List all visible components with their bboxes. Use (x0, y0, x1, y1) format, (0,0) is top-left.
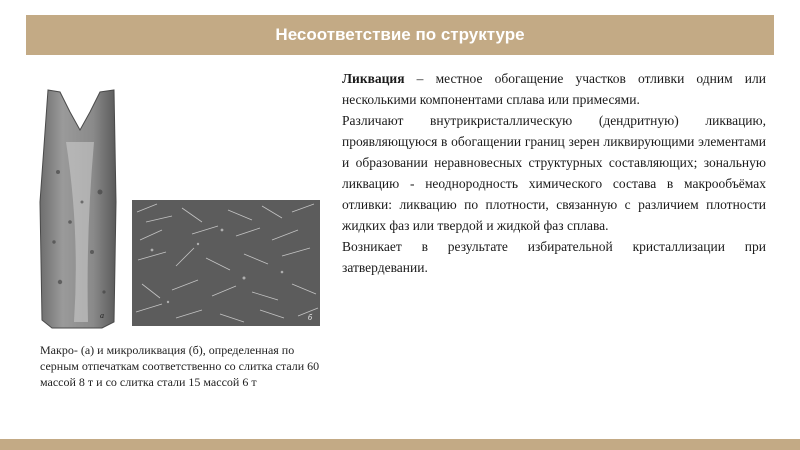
title-bar (26, 15, 774, 55)
micro-figure-label: б (308, 313, 313, 322)
figure-caption: Макро- (а) и микроликвация (б), определенная по серным отпечаткам соответственно со слитка стали 60 массой 8 т и со слитка стали 15 массой 6 т (40, 343, 320, 389)
macro-segregation-image (30, 82, 130, 332)
macro-figure-label: а (100, 311, 104, 320)
micro-segregation-image (132, 200, 320, 326)
body-text (342, 68, 766, 278)
paragraph-types: Различают внутрикристаллическую (дендритную) ликвацию, проявляющуюся в обогащении границ зерен ликвирующими элементами и образовании неравновесных структурных составляющих; зональную ликвацию - неоднородность химического состава в макрообъёмах отливки: ликвацию по плотности, связанную с различием плотности жидких фаз или твердой и жидкой фаз сплава. (342, 113, 766, 233)
paragraph-cause: Возникает в результате избирательной кристаллизации при затвердевании. (342, 239, 766, 275)
definition-text: – местное обогащение участков отливки одним или несколькими компонентами сплава или примесями. (342, 71, 766, 107)
term-likvatsiya: Ликвация (342, 71, 405, 86)
paragraph-definition (342, 68, 766, 110)
bottom-bar (0, 439, 800, 450)
slide-title: Несоответствие по структуре (275, 25, 525, 44)
